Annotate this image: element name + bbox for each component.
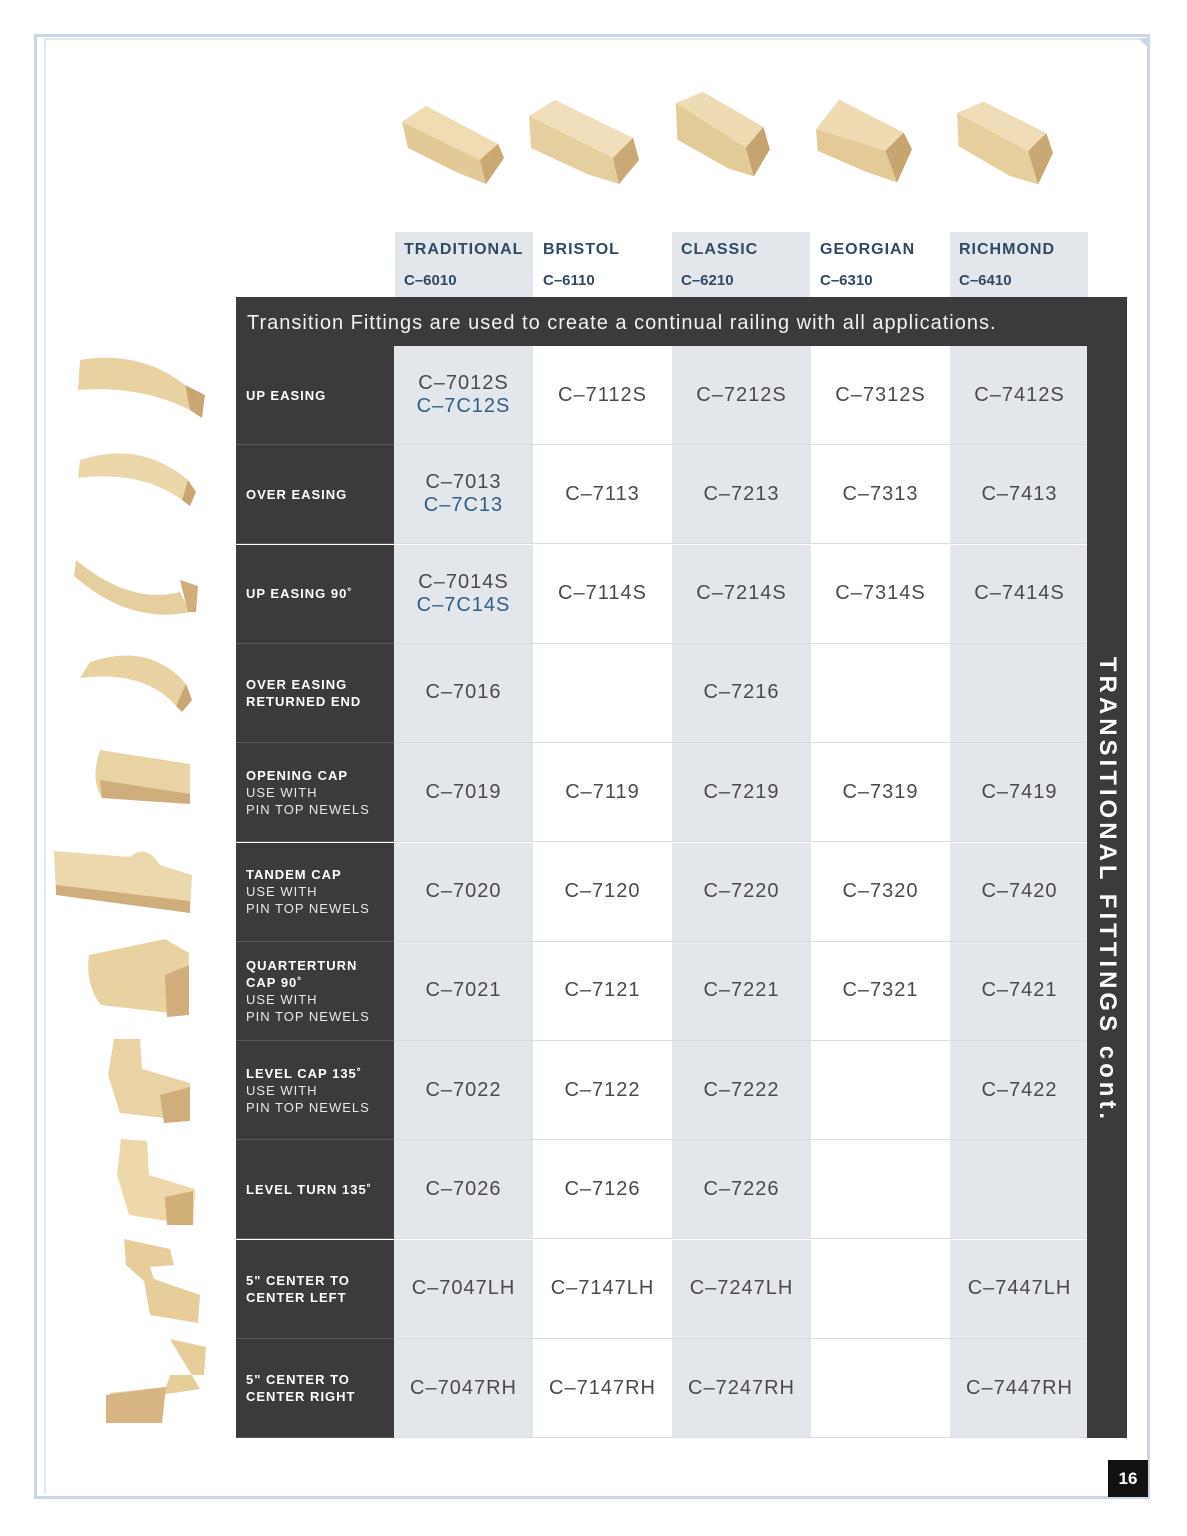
part-code: C–7112S bbox=[558, 383, 647, 406]
row-title: TANDEM CAP bbox=[246, 867, 342, 882]
table-cell bbox=[394, 1041, 533, 1140]
part-code: C–7312S bbox=[835, 383, 926, 406]
column-code: C–6310 bbox=[820, 272, 873, 289]
table-cell bbox=[394, 545, 533, 644]
georgian-rail-image bbox=[808, 98, 920, 184]
row-label bbox=[236, 743, 394, 842]
row-title: 5" CENTER TO CENTER RIGHT bbox=[246, 1372, 356, 1404]
table-row bbox=[236, 545, 1087, 644]
part-code: C–7114S bbox=[558, 582, 647, 605]
row-label bbox=[236, 843, 394, 942]
table-cell bbox=[533, 445, 672, 544]
part-code: C–7026 bbox=[425, 1177, 502, 1200]
column-header-4 bbox=[950, 232, 1088, 297]
table-cell bbox=[811, 1339, 950, 1438]
table-cell bbox=[533, 644, 672, 743]
table-cell bbox=[950, 545, 1089, 644]
part-code: C–7113 bbox=[565, 482, 640, 505]
table-cell bbox=[672, 545, 811, 644]
column-header-1 bbox=[534, 232, 672, 297]
part-code: C–7047RH bbox=[410, 1376, 517, 1399]
table-cell bbox=[811, 445, 950, 544]
table-cell bbox=[811, 346, 950, 445]
part-code: C–7226 bbox=[703, 1177, 780, 1200]
fitting-image bbox=[70, 340, 220, 430]
fittings-table bbox=[236, 346, 1087, 1438]
table-cell bbox=[950, 1240, 1089, 1339]
row-label bbox=[236, 1041, 394, 1140]
fitting-image bbox=[70, 1335, 220, 1425]
table-row bbox=[236, 346, 1087, 445]
table-cell bbox=[394, 743, 533, 842]
table-cell bbox=[394, 1240, 533, 1339]
fitting-image bbox=[50, 835, 200, 925]
table-cell bbox=[950, 1140, 1089, 1239]
part-code: C–7047LH bbox=[411, 1277, 516, 1300]
part-code: C–7413 bbox=[981, 482, 1058, 505]
fitting-image bbox=[70, 540, 220, 630]
alt-part-code: C–7C13 bbox=[423, 494, 504, 517]
table-cell bbox=[950, 743, 1089, 842]
table-cell bbox=[950, 445, 1089, 544]
part-code: C–7014S bbox=[418, 570, 509, 593]
part-code: C–7022 bbox=[425, 1078, 502, 1101]
table-cell bbox=[950, 843, 1089, 942]
part-code: C–7147LH bbox=[550, 1277, 655, 1300]
column-header-3 bbox=[811, 232, 949, 297]
column-name: RICHMOND bbox=[959, 241, 1055, 258]
part-code: C–7021 bbox=[425, 979, 502, 1002]
alt-part-code: C–7C12S bbox=[416, 395, 511, 417]
table-cell bbox=[394, 644, 533, 743]
row-title: OPENING CAP bbox=[246, 767, 349, 783]
table-cell bbox=[811, 1240, 950, 1339]
row-subtitle: USE WITH PIN TOP NEWELS bbox=[246, 991, 370, 1024]
part-code: C–7421 bbox=[981, 979, 1058, 1002]
table-cell bbox=[533, 1339, 672, 1438]
part-code: C–7321 bbox=[842, 979, 919, 1002]
table-cell bbox=[811, 942, 950, 1041]
part-code: C–7012S bbox=[418, 372, 509, 394]
part-code: C–7419 bbox=[981, 780, 1058, 803]
page-number: 16 bbox=[1108, 1460, 1148, 1497]
table-row bbox=[236, 445, 1087, 544]
table-cell bbox=[533, 942, 672, 1041]
part-code: C–7221 bbox=[703, 979, 780, 1002]
table-cell bbox=[394, 445, 533, 544]
row-label bbox=[236, 346, 394, 445]
part-code: C–7122 bbox=[564, 1078, 641, 1101]
table-cell bbox=[394, 1339, 533, 1438]
table-cell bbox=[394, 942, 533, 1041]
column-name: CLASSIC bbox=[681, 241, 759, 258]
table-cell bbox=[950, 1339, 1089, 1438]
row-title: UP EASING bbox=[246, 387, 327, 403]
row-title: UP EASING 90˚ bbox=[246, 586, 353, 602]
table-cell bbox=[533, 1240, 672, 1339]
table-row bbox=[236, 1240, 1087, 1339]
row-title: QUARTERTURN CAP 90˚ bbox=[246, 957, 358, 990]
row-label bbox=[236, 445, 394, 544]
richmond-rail-image bbox=[949, 100, 1061, 186]
classic-rail-image bbox=[666, 92, 778, 178]
table-cell bbox=[672, 445, 811, 544]
row-title: LEVEL CAP 135˚ bbox=[246, 1065, 363, 1081]
table-cell bbox=[672, 942, 811, 1041]
fitting-image bbox=[70, 640, 220, 730]
part-code: C–7319 bbox=[842, 780, 919, 803]
table-cell bbox=[533, 1041, 672, 1140]
row-label bbox=[236, 1140, 394, 1239]
part-code: C–7120 bbox=[564, 880, 641, 902]
table-cell bbox=[672, 1240, 811, 1339]
table-cell bbox=[533, 1140, 672, 1239]
table-cell bbox=[811, 644, 950, 743]
table-cell bbox=[672, 1140, 811, 1239]
part-code: C–7247RH bbox=[688, 1376, 795, 1399]
table-cell bbox=[672, 1041, 811, 1140]
table-row bbox=[236, 1339, 1087, 1438]
table-cell bbox=[672, 1339, 811, 1438]
row-label bbox=[236, 545, 394, 644]
table-cell bbox=[811, 1140, 950, 1239]
table-row bbox=[236, 644, 1087, 743]
row-title: LEVEL TURN 135˚ bbox=[246, 1181, 373, 1197]
part-code: C–7447LH bbox=[967, 1277, 1072, 1300]
table-cell bbox=[950, 942, 1089, 1041]
fitting-image bbox=[55, 935, 205, 1025]
fitting-image bbox=[70, 440, 220, 530]
part-code: C–7121 bbox=[564, 979, 641, 1002]
row-label bbox=[236, 1240, 394, 1339]
table-cell bbox=[533, 545, 672, 644]
column-name: BRISTOL bbox=[543, 241, 620, 258]
row-subtitle: USE WITH PIN TOP NEWELS bbox=[246, 1082, 370, 1115]
alt-part-code: C–7C14S bbox=[416, 593, 511, 616]
traditional-rail-image bbox=[396, 100, 508, 186]
part-code: C–7013 bbox=[425, 471, 502, 494]
side-title: TRANSITIONAL FITTINGS cont. bbox=[1094, 656, 1121, 1124]
table-cell bbox=[950, 1041, 1089, 1140]
column-header-0 bbox=[395, 232, 533, 297]
part-code: C–7414S bbox=[974, 582, 1065, 605]
part-code: C–7420 bbox=[981, 880, 1058, 902]
column-code: C–6210 bbox=[681, 272, 734, 289]
fitting-image bbox=[60, 740, 210, 830]
row-title: 5" CENTER TO CENTER LEFT bbox=[246, 1272, 350, 1305]
part-code: C–7213 bbox=[703, 482, 780, 505]
column-name: GEORGIAN bbox=[820, 241, 916, 258]
part-code: C–7147RH bbox=[549, 1376, 656, 1399]
part-code: C–7447RH bbox=[966, 1376, 1073, 1399]
table-row bbox=[236, 1140, 1087, 1239]
column-code: C–6110 bbox=[543, 272, 595, 289]
table-cell bbox=[950, 644, 1089, 743]
column-name: TRADITIONAL bbox=[404, 241, 524, 258]
table-cell bbox=[950, 346, 1089, 445]
table-cell bbox=[811, 545, 950, 644]
table-row bbox=[236, 743, 1087, 842]
part-code: C–7216 bbox=[703, 681, 780, 704]
fitting-image bbox=[65, 1135, 215, 1225]
table-banner: Transition Fittings are used to create a continual railing with all applications. bbox=[236, 297, 1127, 346]
row-label bbox=[236, 942, 394, 1041]
table-cell bbox=[533, 743, 672, 842]
column-header-2 bbox=[672, 232, 810, 297]
part-code: C–7313 bbox=[842, 482, 919, 505]
part-code: C–7214S bbox=[696, 582, 787, 605]
part-code: C–7247LH bbox=[689, 1277, 794, 1300]
row-label bbox=[236, 644, 394, 743]
part-code: C–7314S bbox=[835, 582, 926, 605]
table-cell bbox=[533, 843, 672, 942]
part-code: C–7422 bbox=[981, 1078, 1058, 1101]
table-cell bbox=[811, 1041, 950, 1140]
part-code: C–7222 bbox=[703, 1078, 780, 1101]
table-cell bbox=[672, 346, 811, 445]
column-code: C–6010 bbox=[404, 272, 457, 289]
table-cell bbox=[533, 346, 672, 445]
table-cell bbox=[672, 843, 811, 942]
part-code: C–7212S bbox=[696, 383, 787, 406]
row-subtitle: USE WITH PIN TOP NEWELS bbox=[246, 784, 370, 817]
table-cell bbox=[672, 644, 811, 743]
part-code: C–7019 bbox=[425, 780, 502, 803]
fitting-image bbox=[70, 1235, 220, 1325]
part-code: C–7020 bbox=[425, 880, 502, 902]
row-title: OVER EASING RETURNED END bbox=[246, 676, 362, 709]
row-subtitle: USE WITH PIN TOP NEWELS bbox=[246, 884, 370, 916]
row-title: OVER EASING bbox=[246, 486, 348, 502]
frame-corner bbox=[1138, 38, 1150, 50]
table-cell bbox=[394, 843, 533, 942]
table-row bbox=[236, 942, 1087, 1041]
part-code: C–7126 bbox=[564, 1177, 641, 1200]
table-cell bbox=[811, 743, 950, 842]
part-code: C–7016 bbox=[425, 681, 502, 704]
table-cell bbox=[672, 743, 811, 842]
table-row bbox=[236, 1041, 1087, 1140]
part-code: C–7320 bbox=[842, 880, 919, 902]
table-cell bbox=[394, 346, 533, 445]
part-code: C–7220 bbox=[703, 880, 780, 902]
table-cell bbox=[811, 843, 950, 942]
part-code: C–7119 bbox=[565, 780, 640, 803]
part-code: C–7412S bbox=[974, 383, 1065, 406]
bristol-rail-image bbox=[527, 98, 639, 184]
part-code: C–7219 bbox=[703, 780, 780, 803]
fitting-image bbox=[60, 1035, 210, 1125]
row-label bbox=[236, 1339, 394, 1438]
column-code: C–6410 bbox=[959, 272, 1012, 289]
table-row bbox=[236, 843, 1087, 942]
table-cell bbox=[394, 1140, 533, 1239]
